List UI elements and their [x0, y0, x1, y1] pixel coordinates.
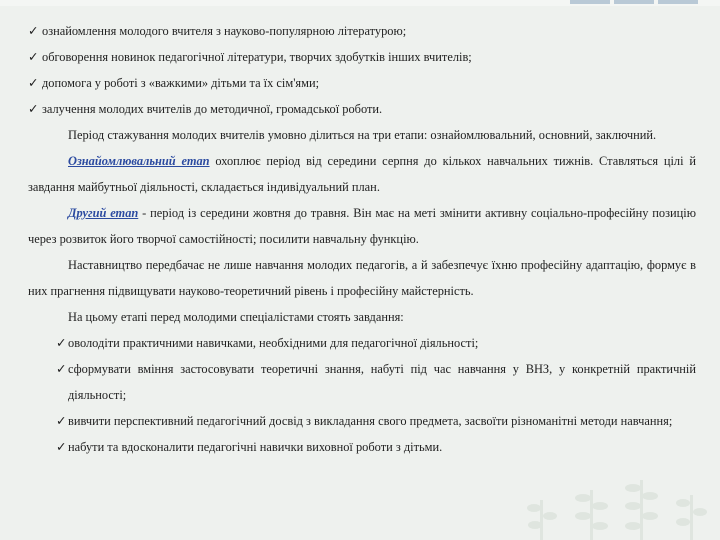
slide-tab	[614, 0, 654, 4]
task-item	[28, 434, 696, 460]
bullet-text: ознайомлення молодого вчителя з науково-популярною літературою;	[42, 24, 407, 38]
slide-tab	[570, 0, 610, 4]
check-icon: ✓	[28, 50, 39, 64]
task-text: сформувати вміння застосовувати теоретичні знання, набуті під час навчання у ВНЗ, у конкретній практичній діяльності;	[68, 362, 696, 402]
slide-tab	[658, 0, 698, 4]
stage-1-heading: Ознайомлювальний етап	[68, 154, 210, 168]
task-text: вивчити перспективний педагогічний досвід з викладання свого предмета, засвоїти різноманітні методи навчання;	[68, 414, 673, 428]
task-item	[28, 408, 696, 434]
check-icon: ✓	[56, 336, 67, 350]
task-item	[28, 356, 696, 408]
document-body	[28, 18, 696, 460]
task-item	[28, 330, 696, 356]
slide-nav-tabs	[570, 0, 698, 4]
bullet-text: допомога у роботі з «важкими» дітьми та їх сім'ями;	[42, 76, 320, 90]
decorative-plants	[510, 470, 720, 540]
check-icon: ✓	[56, 440, 67, 454]
bullet-item	[28, 70, 696, 96]
task-text: набути та вдосконалити педагогічні навички виховної роботи з дітьми.	[68, 440, 443, 454]
check-icon: ✓	[56, 362, 67, 376]
paragraph-stage-1	[28, 148, 696, 200]
check-icon: ✓	[28, 76, 39, 90]
task-text: оволодіти практичними навичками, необхідними для педагогічної діяльності;	[68, 336, 479, 350]
bullet-text: обговорення новинок педагогічної літератури, творчих здобутків інших вчителів;	[42, 50, 472, 64]
check-icon: ✓	[28, 102, 39, 116]
paragraph-tasks-intro: На цьому етапі перед молодими спеціалістами стоять завдання:	[68, 310, 404, 324]
paragraph-mentoring: Наставництво передбачає не лише навчання молодих педагогів, а й забезпечує їхню професійну адаптацію, формує в них прагнення підвищувати науково-теоретичний рівень і професійну майстерність.	[28, 258, 696, 298]
check-icon: ✓	[56, 414, 67, 428]
paragraph-period: Період стажування молодих вчителів умовно ділиться на три етапи: ознайомлювальний, основний, заключний.	[68, 128, 657, 142]
stage-1-text: охоплює період від середини серпня до кількох навчальних тижнів. Ставляться цілі й завдання майбутньої діяльності, складається індивідуальний план.	[28, 154, 696, 194]
stage-2-heading: Другий етап	[68, 206, 139, 220]
check-icon: ✓	[28, 24, 39, 38]
bullet-text: залучення молодих вчителів до методичної, громадської роботи.	[42, 102, 383, 116]
bullet-item	[28, 96, 696, 122]
stage-2-text: - період із середини жовтня до травня. Він має на меті змінити активну соціально-професійну позицію через розвиток його творчої самостійності; посилити навчальну функцію.	[28, 206, 696, 246]
paragraph-stage-2	[28, 200, 696, 252]
bullet-item	[28, 18, 696, 44]
bullet-item	[28, 44, 696, 70]
